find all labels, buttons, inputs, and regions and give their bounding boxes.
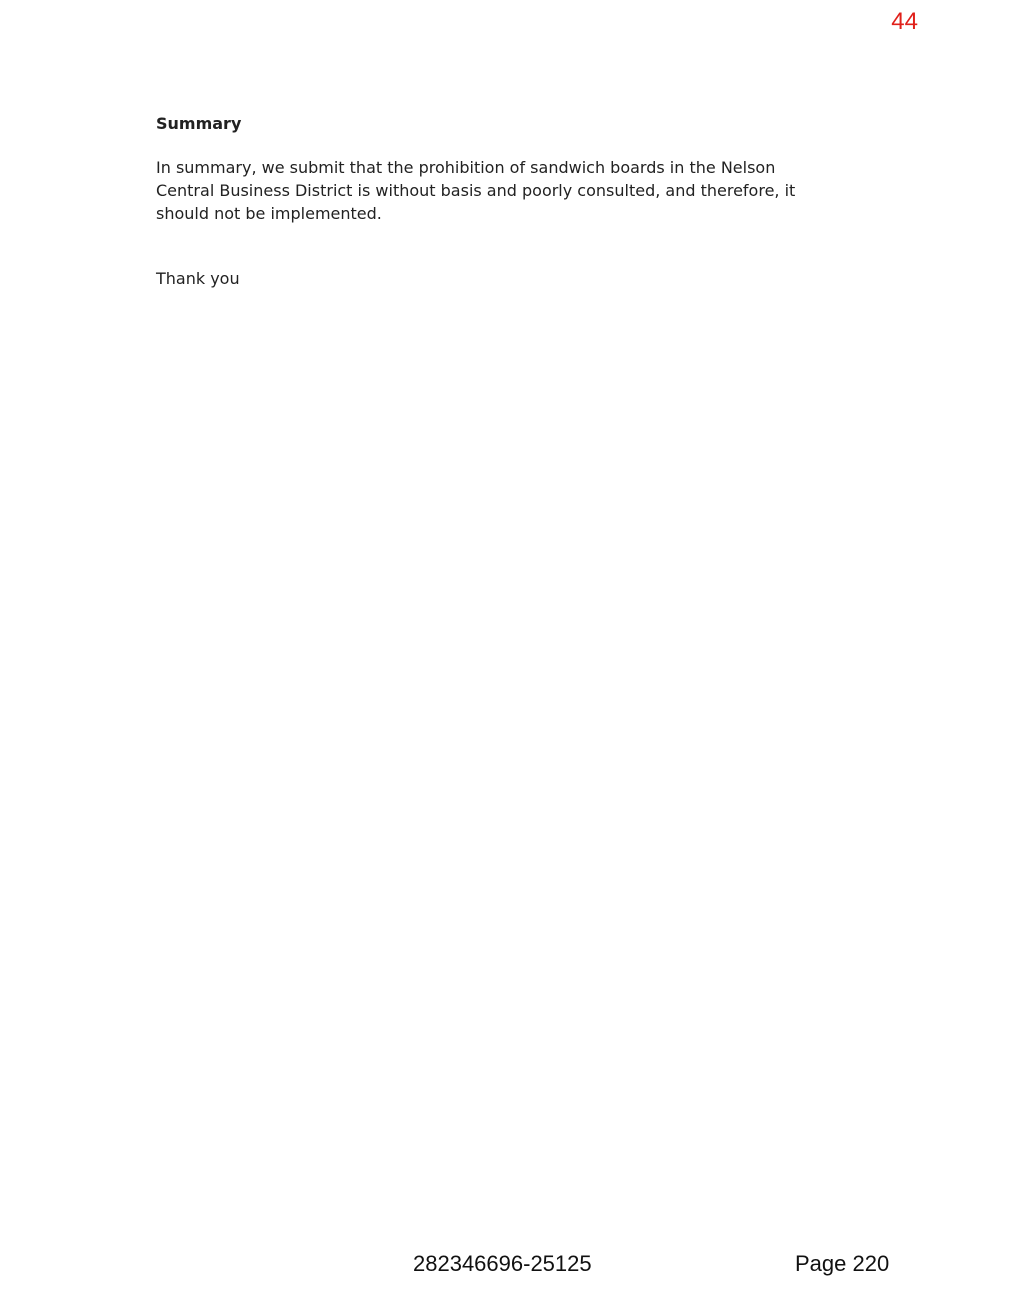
- footer-page-number: Page 220: [795, 1251, 890, 1276]
- page-marker-number: 44: [891, 8, 918, 35]
- section-heading: Summary: [156, 114, 242, 133]
- document-body: [156, 114, 836, 289]
- closing-text: Thank you: [156, 269, 240, 288]
- footer-document-id: 282346696-25125: [413, 1251, 592, 1276]
- summary-paragraph: In summary, we submit that the prohibition of sandwich boards in the Nelson Central Business District is without basis and poorly consulted, and therefore, it should not be implemented.: [156, 158, 796, 223]
